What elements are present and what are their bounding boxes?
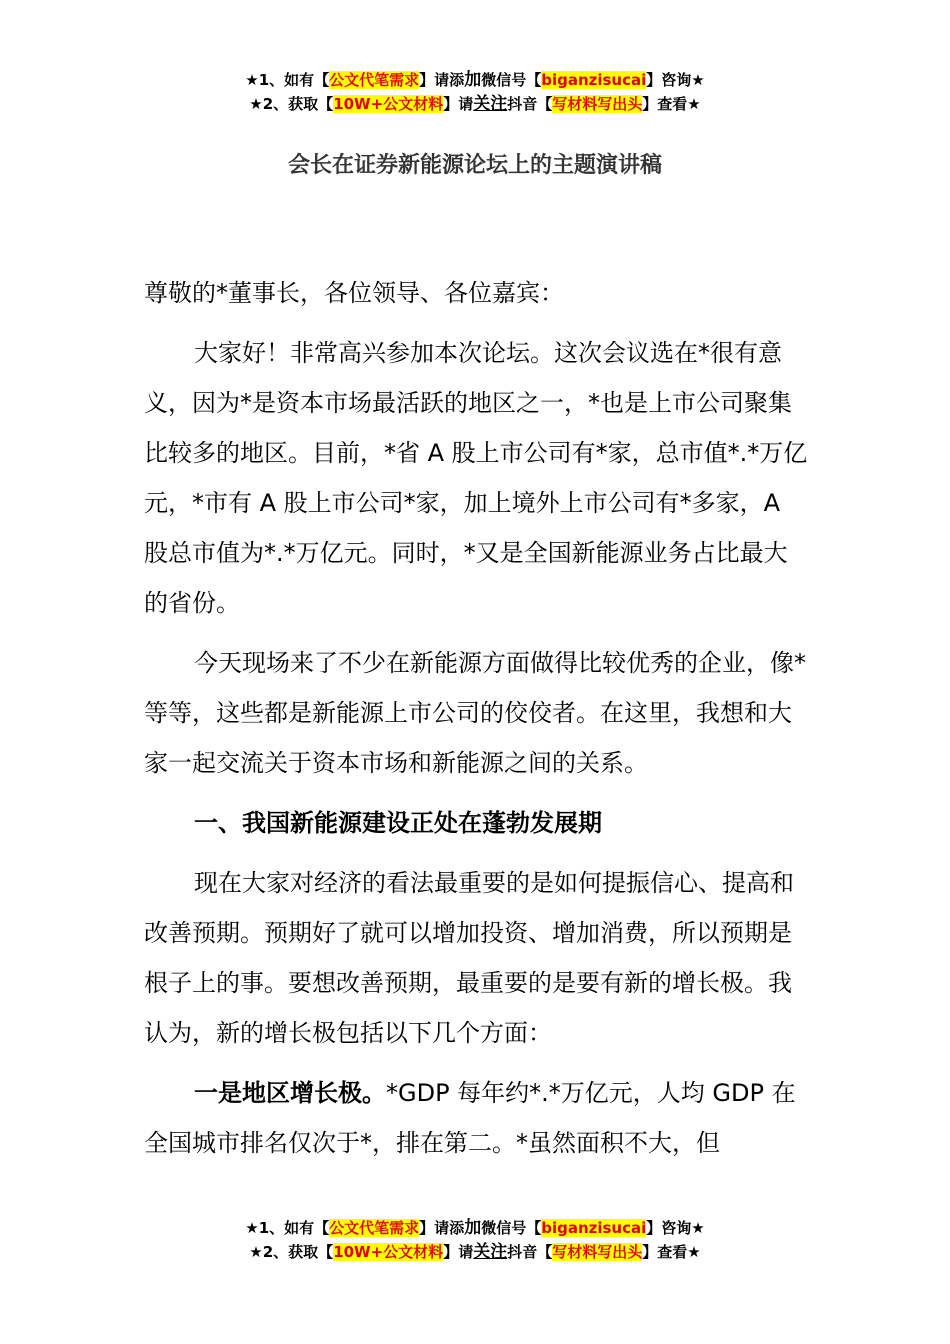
promo-line-1: ★1、如有【公文代笔需求】请添加微信号【biganzisucai】咨询★ (245, 1218, 705, 1238)
douyin-account: 写材料写出头 (552, 95, 643, 113)
salutation: 尊敬的*董事长，各位领导、各位嘉宾： (144, 279, 564, 307)
point-label: 一是地区增长极。 (194, 1079, 386, 1107)
paragraph (144, 1068, 810, 1168)
paragraph: 大家好！非常高兴参加本次论坛。这次会议选在*很有意义，因为*是资本市场最活跃的地区之一，*也是上市公司聚集比较多的地区。目前，*省 A 股上市公司有*家，总市值*.*万亿元，*市有 A 股上市公司*家，加上境外上市公司有*多家，A 股总市值为*.*万亿元。同时，*又是全国新能源业务占比最大的省份。 (144, 339, 808, 617)
promo-banner-top (0, 68, 950, 116)
paragraph: 今天现场来了不少在新能源方面做得比较优秀的企业，像*等等，这些都是新能源上市公司的佼佼者。在这里，我想和大家一起交流关于资本市场和新能源之间的关系。 (144, 649, 806, 777)
promo-highlight: 公文代笔需求 (329, 71, 420, 89)
section-heading: 一、我国新能源建设正处在蓬勃发展期 (194, 809, 602, 837)
promo-line-1: ★1、如有【公文代笔需求】请添加微信号【biganzisucai】咨询★ (245, 70, 705, 90)
douyin-account: 写材料写出头 (552, 1243, 643, 1261)
promo-highlight: 10W+公文材料 (333, 95, 444, 113)
promo-highlight: 公文代笔需求 (329, 1219, 420, 1237)
document-body (144, 268, 810, 1178)
document-title: 会长在证券新能源论坛上的主题演讲稿 (287, 153, 662, 178)
promo-banner-bottom (0, 1216, 950, 1264)
wechat-id: biganzisucai (541, 71, 647, 89)
promo-line-2: ★2、获取【10W+公文材料】请关注抖音【写材料写出头】查看★ (249, 94, 701, 114)
paragraph: 现在大家对经济的看法最重要的是如何提振信心、提高和改善预期。预期好了就可以增加投资、增加消费，所以预期是根子上的事。要想改善预期，最重要的是要有新的增长极。我认为，新的增长极包括以下几个方面： (144, 869, 794, 1047)
promo-line-2: ★2、获取【10W+公文材料】请关注抖音【写材料写出头】查看★ (249, 1242, 701, 1262)
promo-highlight: 10W+公文材料 (333, 1243, 444, 1261)
wechat-id: biganzisucai (541, 1219, 647, 1237)
point-text: *GDP 每年约*.*万亿元，人均 GDP 在全国城市排名仅次于*，排在第二。*虽然面积不大，但 (144, 1079, 796, 1157)
